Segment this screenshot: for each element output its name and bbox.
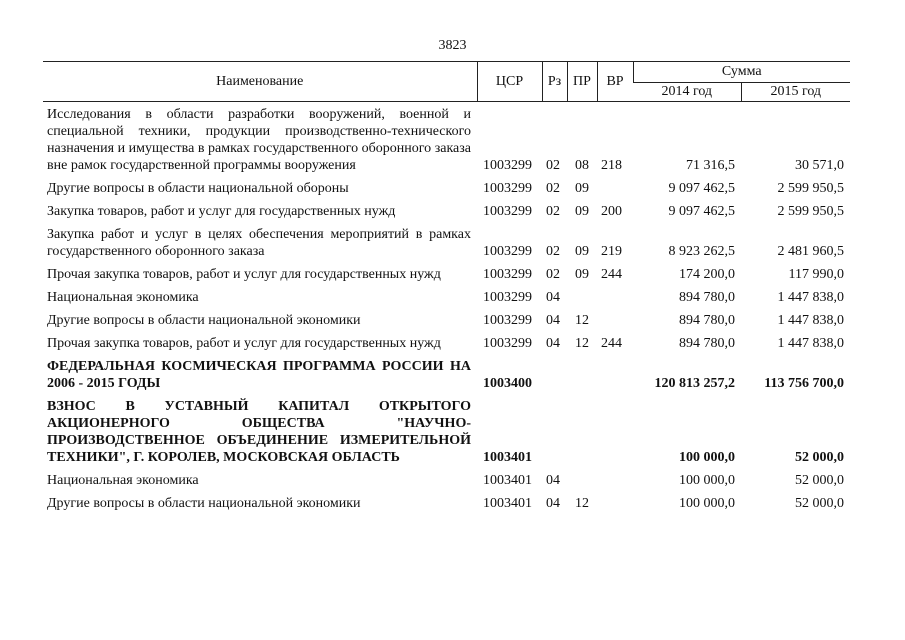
table-row: [43, 102, 850, 177]
cell-pr: 12: [575, 496, 589, 511]
header-rz: Рз: [542, 62, 567, 102]
cell-vr: 200: [601, 204, 622, 219]
header-pr: ПР: [567, 62, 597, 102]
cell-rz: 02: [546, 181, 560, 196]
table-row: [43, 285, 850, 308]
cell-vr: [597, 354, 633, 394]
cell-name: ФЕДЕРАЛЬНАЯ КОСМИЧЕСКАЯ ПРОГРАММА РОССИИ НА 2006 - 2015 ГОДЫ: [47, 359, 471, 391]
cell-name: Другие вопросы в области национальной экономики: [47, 496, 361, 511]
table-row: [43, 468, 850, 491]
cell-rz: 04: [546, 313, 560, 328]
cell-csr: 1003401: [483, 450, 532, 465]
cell-pr: 08: [575, 158, 589, 173]
cell-csr: 1003299: [483, 336, 532, 351]
cell-pr: [567, 354, 597, 394]
cell-y1: 894 780,0: [679, 290, 735, 305]
cell-rz: 02: [546, 158, 560, 173]
cell-vr: [597, 176, 633, 199]
cell-vr: 244: [601, 336, 622, 351]
cell-y2: 52 000,0: [795, 450, 844, 465]
cell-csr: 1003299: [483, 204, 532, 219]
table-header: [43, 62, 850, 102]
cell-y1: 894 780,0: [679, 336, 735, 351]
page-number: 3823: [438, 38, 467, 53]
cell-y1: 9 097 462,5: [668, 204, 735, 219]
cell-y1: 100 000,0: [679, 450, 735, 465]
table-row: [43, 262, 850, 285]
cell-y1: 174 200,0: [679, 267, 735, 282]
cell-y1: 71 316,5: [686, 158, 735, 173]
cell-y2: 52 000,0: [795, 496, 844, 511]
cell-name: Закупка работ и услуг в целях обеспечения мероприятий в рамках государственного оборонного заказа: [47, 227, 471, 259]
cell-name: Национальная экономика: [47, 290, 199, 305]
cell-csr: 1003299: [483, 181, 532, 196]
cell-csr: 1003400: [483, 376, 532, 391]
header-name: Наименование: [43, 62, 477, 102]
cell-name: Исследования в области разработки вооружений, военной и специальной техники, продукции производственно-технического назначения и имущества в рамках государственного оборонного заказа вне рамок государственной программы вооружения: [47, 107, 471, 173]
cell-vr: [597, 308, 633, 331]
cell-rz: 02: [546, 244, 560, 259]
cell-name: Прочая закупка товаров, работ и услуг для государственных нужд: [47, 336, 441, 351]
cell-name: Прочая закупка товаров, работ и услуг для государственных нужд: [47, 267, 441, 282]
cell-y2: 52 000,0: [795, 473, 844, 488]
cell-rz: [542, 394, 567, 468]
header-csr: ЦСР: [477, 62, 542, 102]
cell-y2: 117 990,0: [788, 267, 844, 282]
cell-csr: 1003299: [483, 267, 532, 282]
table-row: [43, 199, 850, 222]
cell-csr: 1003401: [483, 496, 532, 511]
cell-pr: 12: [575, 336, 589, 351]
cell-pr: 09: [575, 267, 589, 282]
cell-y2: 1 447 838,0: [777, 290, 844, 305]
table-row: [43, 308, 850, 331]
cell-vr: [597, 394, 633, 468]
cell-y1: 100 000,0: [679, 473, 735, 488]
cell-vr: 218: [601, 158, 622, 173]
cell-vr: [597, 491, 633, 514]
table-body: [43, 102, 850, 515]
cell-pr: [567, 468, 597, 491]
header-sum: Сумма: [633, 62, 850, 83]
table-row: [43, 354, 850, 394]
cell-pr: [567, 285, 597, 308]
cell-pr: 09: [575, 181, 589, 196]
cell-name: Национальная экономика: [47, 473, 199, 488]
cell-vr: [597, 285, 633, 308]
cell-y2: 2 599 950,5: [777, 204, 844, 219]
cell-y2: 1 447 838,0: [777, 313, 844, 328]
cell-pr: 09: [575, 244, 589, 259]
cell-csr: 1003299: [483, 313, 532, 328]
cell-rz: 04: [546, 496, 560, 511]
header-vr: ВР: [597, 62, 633, 102]
cell-y1: 894 780,0: [679, 313, 735, 328]
cell-rz: 04: [546, 336, 560, 351]
cell-name: Другие вопросы в области национальной экономики: [47, 313, 361, 328]
cell-y2: 2 599 950,5: [777, 181, 844, 196]
header-year-2015: 2015 год: [741, 83, 850, 102]
cell-y1: 8 923 262,5: [668, 244, 735, 259]
cell-name: ВЗНОС В УСТАВНЫЙ КАПИТАЛ ОТКРЫТОГО АКЦИОНЕРНОГО ОБЩЕСТВА "НАУЧНО-ПРОИЗВОДСТВЕННОЕ ОБЪЕДИНЕНИЕ ИЗМЕРИТЕЛЬНОЙ ТЕХНИКИ", Г. КОРОЛЕВ, МОСКОВСКАЯ ОБЛАСТЬ: [47, 399, 471, 465]
cell-rz: [542, 354, 567, 394]
cell-y2: 113 756 700,0: [764, 376, 844, 391]
cell-csr: 1003299: [483, 290, 532, 305]
table-row: [43, 331, 850, 354]
cell-rz: 04: [546, 290, 560, 305]
cell-y2: 2 481 960,5: [777, 244, 844, 259]
table-row: [43, 222, 850, 262]
cell-name: Другие вопросы в области национальной обороны: [47, 181, 349, 196]
cell-rz: 04: [546, 473, 560, 488]
cell-name: Закупка товаров, работ и услуг для государственных нужд: [47, 204, 396, 219]
header-year-2014: 2014 год: [633, 83, 741, 102]
cell-y2: 30 571,0: [795, 158, 844, 173]
cell-vr: 219: [601, 244, 622, 259]
cell-vr: [597, 468, 633, 491]
table-row: [43, 176, 850, 199]
table-row: [43, 491, 850, 514]
cell-pr: [567, 394, 597, 468]
cell-pr: 09: [575, 204, 589, 219]
table-row: [43, 394, 850, 468]
cell-y1: 100 000,0: [679, 496, 735, 511]
cell-csr: 1003299: [483, 244, 532, 259]
cell-y2: 1 447 838,0: [777, 336, 844, 351]
cell-csr: 1003299: [483, 158, 532, 173]
budget-table: [43, 61, 850, 514]
cell-rz: 02: [546, 267, 560, 282]
cell-vr: 244: [601, 267, 622, 282]
cell-y1: 120 813 257,2: [654, 376, 735, 391]
cell-pr: 12: [575, 313, 589, 328]
cell-csr: 1003401: [483, 473, 532, 488]
cell-rz: 02: [546, 204, 560, 219]
cell-y1: 9 097 462,5: [668, 181, 735, 196]
